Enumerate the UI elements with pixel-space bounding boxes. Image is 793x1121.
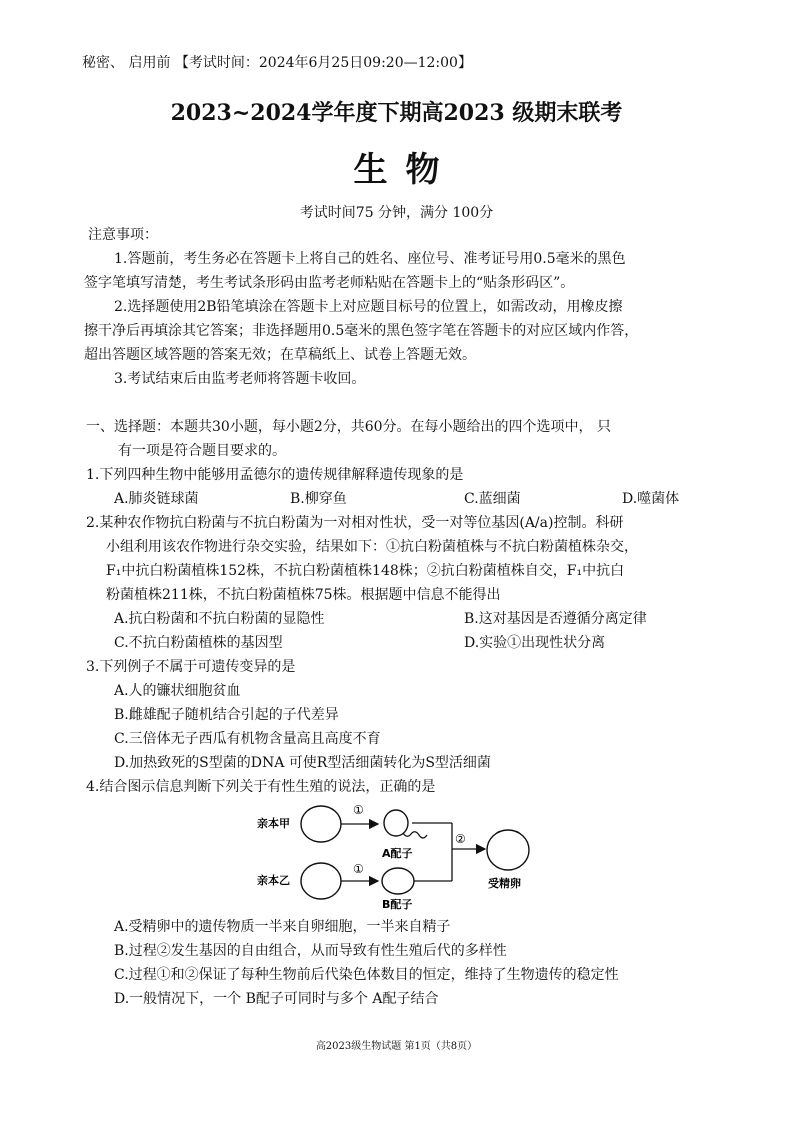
q3-option-a: A.人的镰状细胞贫血 — [114, 683, 241, 699]
q2-stem-line-1: 2.某种农作物抗白粉菌与不抗白粉菌为一对相对性状，受一对等位基因(A/a)控制。科研 — [86, 515, 624, 531]
sexual-reproduction-diagram — [250, 798, 540, 910]
note-2-line-3: 超出答题区域答题的答案无效；在草稿纸上、试卷上答题无效。 — [84, 347, 476, 363]
q2-option-b: B.这对基因是否遵循分离定律 — [464, 611, 647, 627]
q4-stem: 4.结合图示信息判断下列关于有性生殖的说法，正确的是 — [86, 779, 436, 795]
process-2-label: ② — [455, 832, 466, 846]
exam-duration: 考试时间75 分钟，满分 100分 — [299, 205, 494, 221]
parent-a-label: 亲本甲 — [257, 817, 290, 830]
q4-option-c: C.过程①和②保证了每种生物前后代染色体数目的恒定，维持了生物遗传的稳定性 — [114, 967, 619, 983]
process-1-label-top: ① — [353, 803, 364, 817]
gamete-b-label: B配子 — [382, 898, 413, 910]
q1-stem: 1.下列四种生物中能够用孟德尔的遗传规律解释遗传现象的是 — [86, 467, 464, 483]
zygote-label: 受精卵 — [488, 877, 521, 890]
q2-option-c: C.不抗白粉菌植株的基因型 — [114, 635, 283, 651]
process-1-label-bottom: ① — [353, 862, 364, 876]
q3-option-d: D.加热致死的S型菌的DNA 可使R型活细菌转化为S型活细菌 — [114, 755, 491, 771]
q3-option-c: C.三倍体无子西瓜有机物含量高且高度不育 — [114, 731, 381, 747]
note-2-line-1: 2.选择题使用2B铅笔填涂在答题卡上对应题目标号的位置上，如需改动，用橡皮擦 — [114, 299, 623, 315]
zygote-cell — [487, 830, 529, 870]
confidential-header: 秘密、 启用前 【考试时间：2024年6月25日09:20—12:00】 — [82, 55, 472, 71]
exam-title: 2023~2024学年度下期高2023 级期末联考 — [170, 100, 623, 126]
gamete-a-label: A配子 — [382, 847, 413, 860]
q4-option-a: A.受精卵中的遗传物质一半来自卵细胞，一半来自精子 — [114, 919, 451, 935]
q1-option-c: C.蓝细菌 — [464, 491, 521, 507]
q2-option-a: A.抗白粉菌和不抗白粉菌的显隐性 — [114, 611, 325, 627]
note-1-line-2: 签字笔填写清楚，考生考试条形码由监考老师粘贴在答题卡上的“贴条形码区”。 — [84, 275, 575, 291]
q2-option-d: D.实验①出现性状分离 — [464, 635, 606, 651]
q1-option-d: D.噬菌体 — [622, 491, 680, 507]
q3-option-b: B.雌雄配子随机结合引起的子代差异 — [114, 707, 339, 723]
q4-option-d: D.一般情况下，一个 B配子可同时与多个 A配子结合 — [114, 991, 439, 1007]
note-3: 3.考试结束后由监考老师将答题卡收回。 — [114, 371, 366, 387]
notes-heading: 注意事项： — [88, 227, 158, 243]
q2-stem-line-4: 粉菌植株211株，不抗白粉菌植株75株。根据题中信息不能得出 — [106, 587, 501, 603]
note-2-line-2: 擦干净后再填涂其它答案；非选择题用0.5毫米的黑色签字笔在答题卡的对应区域内作答， — [84, 323, 639, 339]
q1-option-a: A.肺炎链球菌 — [114, 491, 199, 507]
section-1-line-1: 一、选择题：本题共30小题，每小题2分，共60分。在每小题给出的四个选项中， 只 — [86, 419, 611, 435]
parent-b-cell — [301, 863, 341, 899]
q1-option-b: B.柳穿鱼 — [290, 491, 347, 507]
parent-b-label: 亲本乙 — [257, 874, 290, 887]
q2-stem-line-3: F₁中抗白粉菌植株152株，不抗白粉菌植株148株；②抗白粉菌植株自交，F₁中抗白 — [106, 563, 625, 579]
page-footer: 高2023级生物试题 第1页（共8页） — [315, 1041, 478, 1052]
sperm-tail-icon — [403, 832, 427, 838]
q2-stem-line-2: 小组利用该农作物进行杂交实验，结果如下：①抗白粉菌植株与不抗白粉菌植株杂交， — [106, 539, 638, 555]
q4-option-b: B.过程②发生基因的自由组合，从而导致有性生殖后代的多样性 — [114, 943, 507, 959]
gamete-a-cell — [384, 810, 408, 836]
subject-title: 生物 — [353, 150, 458, 190]
q3-stem: 3.下列例子不属于可遗传变异的是 — [86, 659, 296, 675]
parent-a-cell — [301, 806, 341, 842]
gamete-b-cell — [382, 868, 414, 894]
note-1-line-1: 1.答题前，考生务必在答题卡上将自己的姓名、座位号、准考证号用0.5毫米的黑色 — [114, 251, 626, 267]
section-1-line-2: 有一项是符合题目要求的。 — [118, 443, 286, 459]
